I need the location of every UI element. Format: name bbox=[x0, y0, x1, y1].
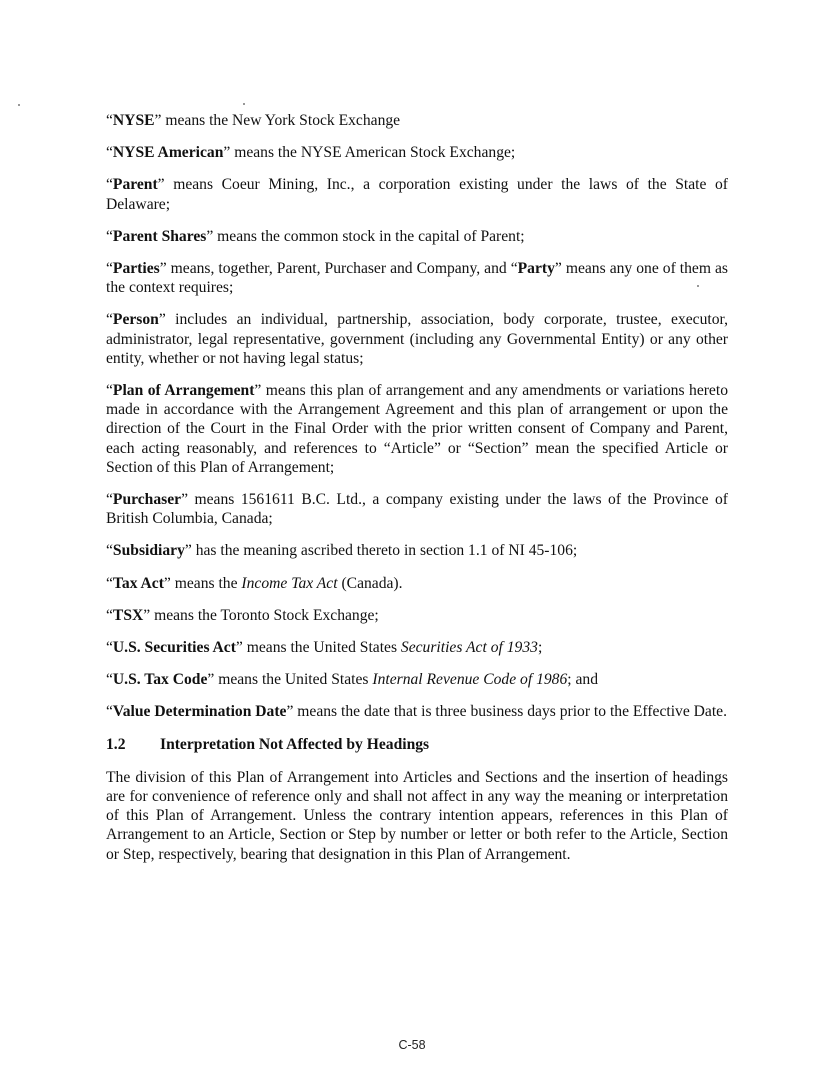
defined-term: Tax Act bbox=[112, 574, 164, 592]
definition-text: has the meaning ascribed thereto in section 1.1 of NI 45-106; bbox=[191, 542, 578, 560]
defined-term: Plan of Arrangement bbox=[112, 382, 255, 400]
definition-parent: “Parent” means Coeur Mining, Inc., a corporation existing under the laws of the State of Delaware; bbox=[106, 176, 728, 213]
definition-parties: “Parties” means, together, Parent, Purchaser and Company, and “Party” means any one of them as the context requires; bbox=[106, 260, 728, 297]
defined-term: Value Determination Date bbox=[112, 703, 287, 721]
statute-title: Internal Revenue Code of 1986 bbox=[372, 671, 568, 689]
definition-subsidiary: “Subsidiary” has the meaning ascribed thereto in section 1.1 of NI 45-106; bbox=[106, 542, 578, 560]
definition-tsx: “TSX” means the Toronto Stock Exchange; bbox=[106, 606, 379, 624]
definition-text: ; and bbox=[567, 671, 599, 689]
definition-text: means the Toronto Stock Exchange; bbox=[150, 606, 379, 624]
definition-text: ; bbox=[537, 639, 543, 657]
page-number: C-58 bbox=[398, 1038, 426, 1052]
definition-nyse: “NYSE” means the New York Stock Exchange bbox=[106, 112, 401, 129]
defined-term: Subsidiary bbox=[112, 542, 185, 560]
defined-term: NYSE bbox=[112, 112, 155, 129]
definition-text: means the New York Stock Exchange bbox=[161, 112, 401, 129]
defined-term: U.S. Tax Code bbox=[112, 671, 208, 689]
section-heading bbox=[106, 735, 728, 754]
scan-speck bbox=[18, 104, 20, 106]
definition-text: means the bbox=[170, 574, 242, 592]
defined-term: Purchaser bbox=[112, 491, 182, 509]
defined-term: Parties bbox=[112, 260, 160, 278]
section-title: Interpretation Not Affected by Headings bbox=[160, 735, 430, 753]
definition-tax-act: “Tax Act” means the Income Tax Act (Canada). bbox=[106, 574, 403, 592]
statute-title: Income Tax Act bbox=[241, 574, 338, 592]
definition-text: means, together, Parent, Purchaser and Company, and bbox=[166, 260, 511, 278]
scan-speck bbox=[697, 285, 699, 287]
definition-value-determination-date: “Value Determination Date” means the date that is three business days prior to the Effective Date. bbox=[106, 703, 727, 721]
defined-term: Party bbox=[517, 260, 555, 278]
defined-term: Parent Shares bbox=[112, 227, 207, 245]
page-content bbox=[106, 111, 728, 864]
scan-speck bbox=[243, 103, 245, 105]
defined-term: Parent bbox=[112, 176, 158, 194]
definition-text: means Coeur Mining, Inc., a corporation existing under the laws of the State of Delaware; bbox=[106, 176, 728, 213]
defined-term: U.S. Securities Act bbox=[112, 639, 236, 657]
definition-text: means the United States bbox=[214, 671, 373, 689]
definition-parent-shares: “Parent Shares” means the common stock in the capital of Parent; bbox=[106, 227, 525, 245]
definition-text: means the United States bbox=[242, 639, 401, 657]
defined-term: TSX bbox=[112, 606, 144, 624]
definition-text: (Canada). bbox=[337, 574, 403, 592]
definition-person: “Person” includes an individual, partnership, association, body corporate, trustee, executor, administrator, legal representative, government (including any Governmental Entity) or any other entity, whether or not having legal status; bbox=[106, 311, 728, 367]
definition-text: means 1561611 B.C. Ltd., a company existing under the laws of the Province of British Columbia, Canada; bbox=[106, 491, 728, 528]
defined-term: NYSE American bbox=[112, 144, 224, 162]
definition-text: means the common stock in the capital of Parent; bbox=[213, 227, 525, 245]
section-body: The division of this Plan of Arrangement into Articles and Sections and the insertion of headings are for convenience of reference only and shall not affect in any way the meaning or interpretation of this Plan of Arrangement. Unless the contrary intention appears, references in this Plan of Arrangement to an Article, Section or Step by number or letter or both refer to the Article, Section or Step, respectively, bearing that designation in this Plan of Arrangement. bbox=[106, 768, 728, 863]
defined-term: Person bbox=[112, 311, 159, 329]
definition-text: means the date that is three business days prior to the Effective Date. bbox=[293, 703, 727, 721]
section-number: 1.2 bbox=[106, 735, 126, 753]
definition-text: includes an individual, partnership, association, body corporate, trustee, executor, administrator, legal representative, government (including any Governmental Entity) or any other entity, whether or not having legal status; bbox=[106, 311, 728, 367]
definition-text: means the NYSE American Stock Exchange; bbox=[230, 144, 516, 162]
definition-text: means this plan of arrangement and any amendments or variations hereto made in accordance with the Arrangement Agreement and this plan of arrangement or upon the direction of the Court in the Final Order with the prior written consent of Company and Parent, each acting reasonably, and references to “Article” or “Section” mean the specified Article or Section of this Plan of Arrangement; bbox=[106, 382, 728, 476]
definition-us-securities-act: “U.S. Securities Act” means the United States Securities Act of 1933; bbox=[106, 639, 543, 657]
definition-plan-of-arrangement: “Plan of Arrangement” means this plan of arrangement and any amendments or variations hereto made in accordance with the Arrangement Agreement and this plan of arrangement or upon the direction of the Court in the Final Order with the prior written consent of Company and Parent, each acting reasonably, and references to “Article” or “Section” mean the specified Article or Section of this Plan of Arrangement; bbox=[106, 382, 728, 476]
definition-text: means any one of them as the context requires; bbox=[106, 260, 728, 297]
statute-title: Securities Act of 1933 bbox=[400, 639, 538, 657]
definition-nyse-american: “NYSE American” means the NYSE American Stock Exchange; bbox=[106, 144, 516, 162]
definition-us-tax-code: “U.S. Tax Code” means the United States Internal Revenue Code of 1986; and bbox=[106, 671, 599, 689]
definition-purchaser: “Purchaser” means 1561611 B.C. Ltd., a company existing under the laws of the Province of British Columbia, Canada; bbox=[106, 491, 728, 528]
